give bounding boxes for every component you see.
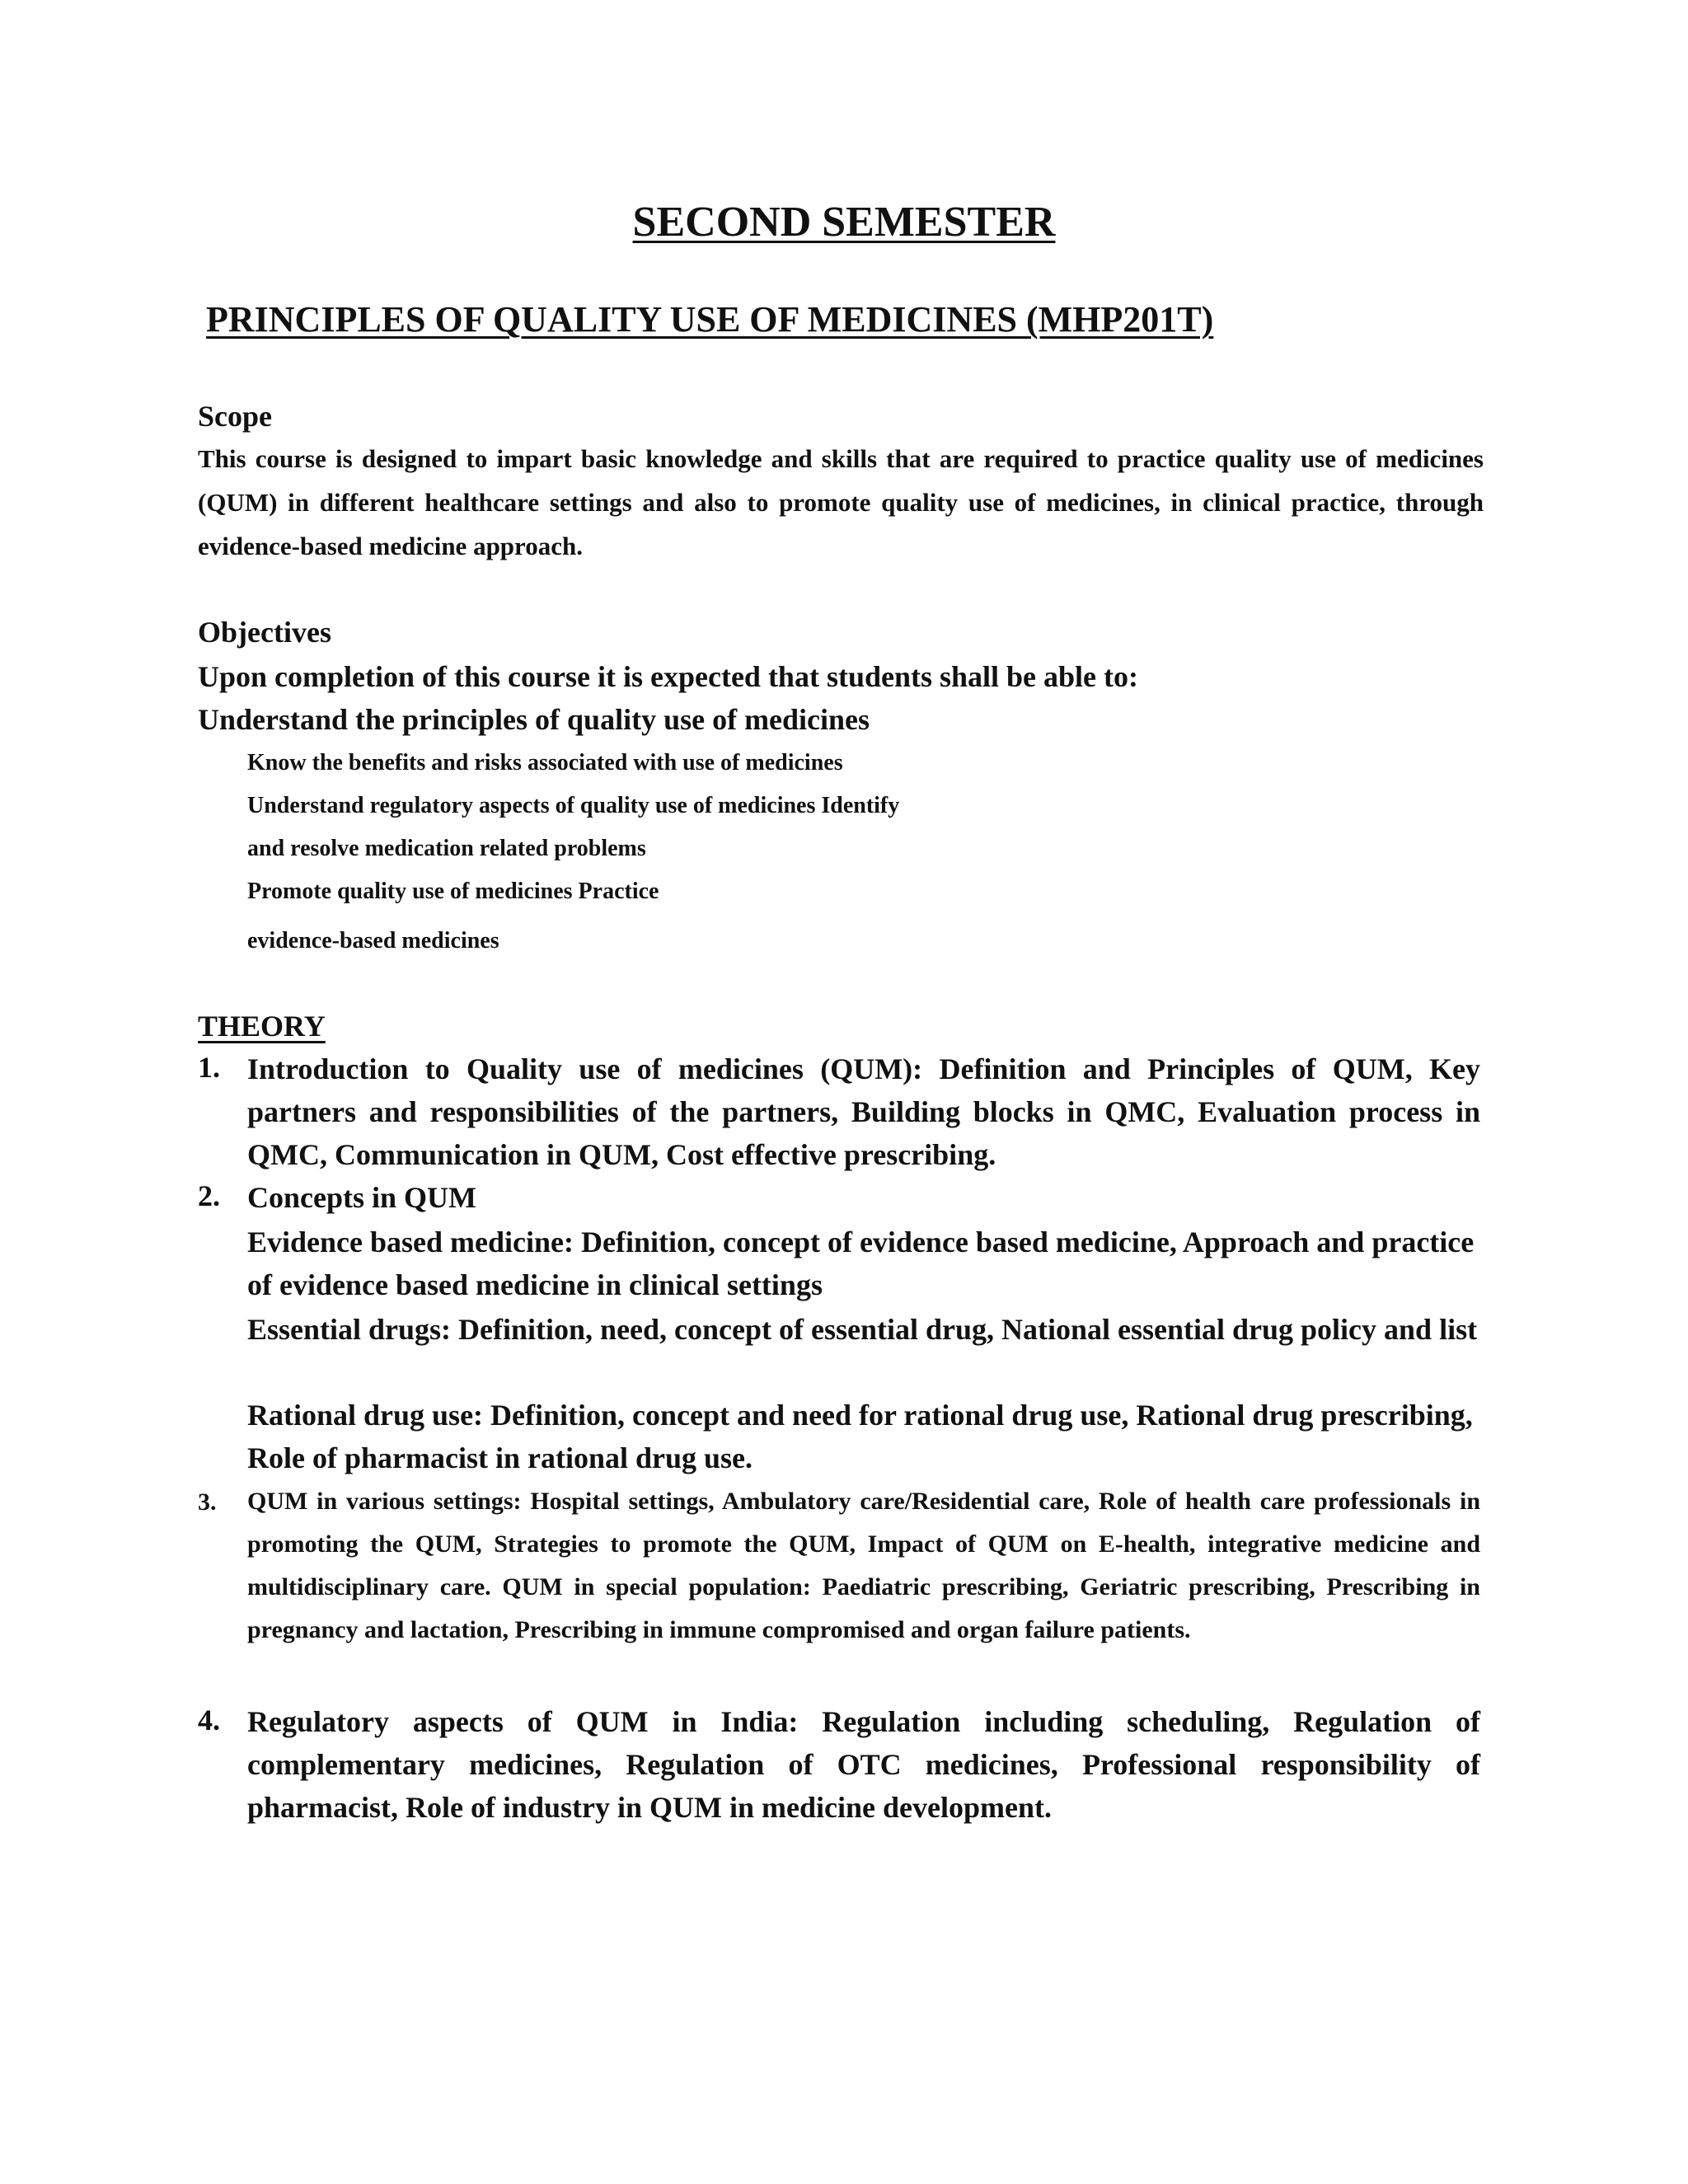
- theory-item-number: 3.: [198, 1488, 217, 1516]
- theory-item-2-sub: Essential drugs: Definition, need, concept of essential drug, National essential drug policy and list: [247, 1313, 1478, 1346]
- theory-item-2-sub: Rational drug use: Definition, concept and need for rational drug use, Rational drug prescribing, Role of pharmacist in rational drug use.: [247, 1399, 1473, 1474]
- objective-line: Understand regulatory aspects of quality use of medicines Identify: [247, 793, 900, 818]
- theory-item-3-text: QUM in various settings: Hospital settings, Ambulatory care/Residential care, Role of health care professionals in promoting the QUM, Strategies to promote the QUM, Impact of QUM on E-health, integrative medicine and multidisciplinary care. QUM in special population: Paediatric prescribing, Geriatric prescribing, Prescribing in pregnancy and lactation, Prescribing in immune compromised and organ failure patients.: [247, 1488, 1480, 1643]
- objective-line: Promote quality use of medicines Practice: [247, 879, 659, 904]
- theory-heading: THEORY: [198, 1010, 326, 1043]
- theory-item-2-sub: Evidence based medicine: Definition, concept of evidence based medicine, Approach and practice of evidence based medicine in clinical settings: [247, 1226, 1475, 1301]
- theory-item-1-text: Introduction to Quality use of medicines (QUM): Definition and Principles of QUM, Key partners and responsibilities of the partners, Building blocks in QMC, Evaluation process in QMC, Communication in QUM, Cost effective prescribing.: [247, 1052, 1480, 1171]
- objective-line: and resolve medication related problems: [247, 836, 646, 861]
- objectives-heading: Objectives: [198, 616, 331, 649]
- theory-item-4-text: Regulatory aspects of QUM in India: Regulation including scheduling, Regulation of complementary medicines, Regulation of OTC medicines, Professional responsibility of pharmacist, Role of industry in QUM in medicine development.: [247, 1705, 1480, 1824]
- theory-item-2-title: Concepts in QUM: [247, 1181, 476, 1214]
- theory-item-number: 4.: [198, 1704, 220, 1736]
- objectives-intro: Upon completion of this course it is expected that students shall be able to:: [198, 660, 1138, 693]
- objective-line: evidence-based medicines: [247, 928, 499, 954]
- theory-item-number: 1.: [198, 1051, 220, 1084]
- course-title: PRINCIPLES OF QUALITY USE OF MEDICINES (MHP201T): [206, 299, 1214, 340]
- theory-item-number: 2.: [198, 1179, 220, 1212]
- scope-text: This course is designed to impart basic knowledge and skills that are required to practice quality use of medicines (QUM) in different healthcare settings and also to promote quality use of medicines, in clinical practice, through evidence-based medicine approach.: [198, 444, 1484, 560]
- objective-line: Know the benefits and risks associated with use of medicines: [247, 750, 843, 776]
- semester-heading: SECOND SEMESTER: [632, 199, 1056, 246]
- objectives-main: Understand the principles of quality use of medicines: [198, 703, 870, 736]
- scope-heading: Scope: [198, 400, 272, 433]
